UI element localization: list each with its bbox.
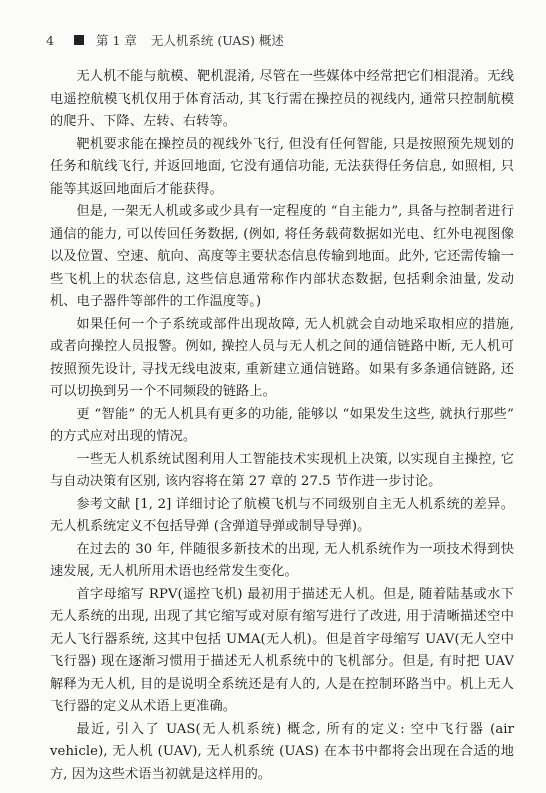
paragraph: 参考文献 [1, 2] 详细讨论了航模飞机与不同级别自主无人机系统的差异。无人机系统定义不包括导弹 (含弹道导弹或制导导弹)。 xyxy=(50,496,514,534)
chapter-label: 第 1 章 xyxy=(96,33,137,48)
page-number: 4 xyxy=(46,32,54,48)
paragraph: 但是, 一架无人机或多或少具有一定程度的 “自主能力”, 具备与控制者进行通信的能力, 可以传回任务数据, (例如, 将任务载荷数据如光电、红外电视图像以及位置、空速、航向、高度等主要状态信息传输到地面。此外, 它还需传输一些飞机上的状态信息, 这些信息通常称作内部状态数据, 包括剩余油量, 发动机、电子器件等部件的工作温度等。) xyxy=(50,204,514,309)
chapter-title: 无人机系统 (UAS) 概述 xyxy=(150,33,284,48)
square-bullet-icon xyxy=(74,35,84,45)
paragraph: 最近, 引入了 UAS(无人机系统) 概念, 所有的定义: 空中飞行器 (air vehicle), 无人机 (UAV), 无人机系统 (UAS) 在本书中都将会出现在合适的地方, 因为这些术语当初就是这样用的。 xyxy=(50,721,514,782)
paragraph: 靶机要求能在操控员的视线外飞行, 但没有任何智能, 只是按照预先规划的任务和航线飞行, 并返回地面, 它没有通信功能, 无法获得任务信息, 如照相, 只能等其返回地面后才能获得。 xyxy=(50,136,514,197)
paragraph: 如果任何一个子系统或部件出现故障, 无人机就会自动地采取相应的措施, 或者向操控人员报警。例如, 操控人员与无人机之间的通信链路中断, 无人机可按照预先设计, 寻找无线电波束, 重新建立通信链路。如果有多条通信链路, 还可以切换到另一个不同频段的链路上。 xyxy=(50,316,514,399)
paragraph: 无人机不能与航模、靶机混淆, 尽管在一些媒体中经常把它们相混淆。无线电遥控航模飞机仅用于体育活动, 其飞行需在操控员的视线内, 通常只控制航模的爬升、下降、左转、右转等。 xyxy=(50,69,514,129)
paragraph: 在过去的 30 年, 伴随很多新技术的出现, 无人机系统作为一项技术得到快速发展, 无人机所用术语也经常发生变化。 xyxy=(50,541,514,579)
body-text xyxy=(50,66,514,786)
paragraph: 一些无人机系统试图利用人工智能技术实现机上决策, 以实现自主操控, 它与自动决策有区别, 该内容将在第 27 章的 27.5 节作进一步讨论。 xyxy=(50,451,514,489)
paragraph: 首字母缩写 RPV(遥控飞机) 最初用于描述无人机。但是, 随着陆基或水下无人系统的出现, 出现了其它缩写或对原有缩写进行了改进, 用于清晰描述空中无人飞行器系统, 这其中包括 UMA(无人机)。但是首字母缩写 UAV(无人空中飞行器) 现在逐渐习惯用于描述无人机系统中的飞机部分。但是, 有时把 UAV 解释为无人机, 目的是说明全系统还是有人的, 人是在控制环路当中。机上无人飞行器的定义从术语上更准确。 xyxy=(50,586,514,714)
running-header xyxy=(46,30,516,50)
paragraph: 更 “智能” 的无人机具有更多的功能, 能够以 “如果发生这些, 就执行那些” 的方式应对出现的情况。 xyxy=(50,406,514,444)
